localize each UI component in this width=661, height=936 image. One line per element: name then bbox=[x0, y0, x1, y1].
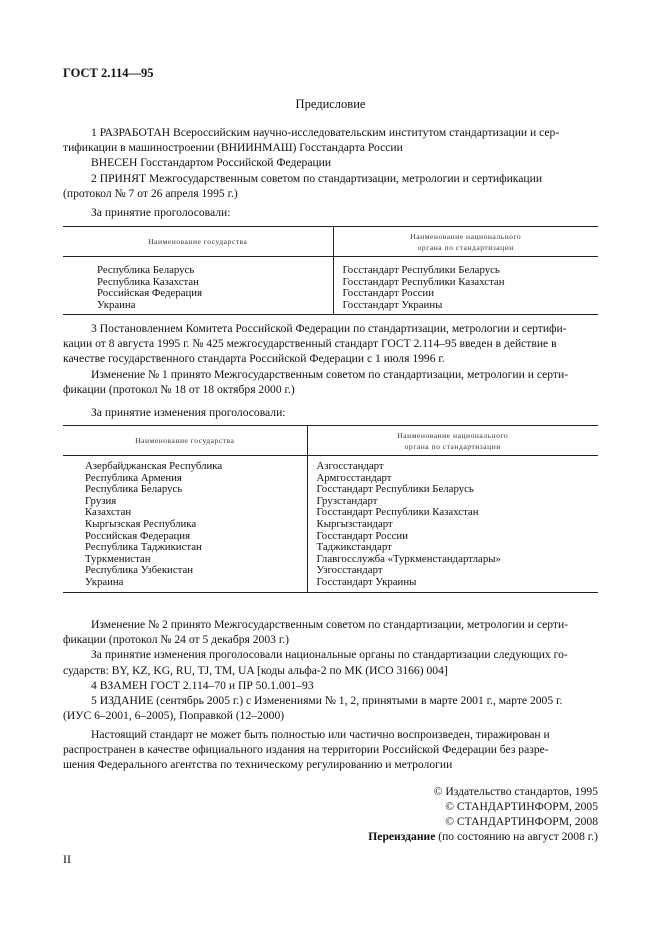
body-cell: Госстандарт Республики Казахстан bbox=[342, 275, 505, 288]
body-cell: Азгосстандарт bbox=[316, 460, 384, 472]
table-row bbox=[63, 577, 598, 592]
copyright-block bbox=[368, 784, 598, 844]
page-number: II bbox=[63, 852, 71, 866]
state-cell: Республика Беларусь bbox=[63, 265, 333, 277]
text-line: ВНЕСЕН Госстандартом Российской Федерации bbox=[91, 156, 332, 170]
vote-label-1: За принятие проголосовали: bbox=[91, 206, 231, 219]
reissue-line bbox=[368, 829, 598, 844]
state-cell: Украина bbox=[63, 300, 333, 315]
body-cell: Кыргызстандарт bbox=[316, 517, 393, 530]
table-header-body bbox=[307, 426, 598, 456]
table-row bbox=[63, 288, 598, 300]
table-header-body-line: органа по стандартизации bbox=[417, 242, 514, 252]
table-header-body-line: Наименование национального bbox=[410, 231, 522, 241]
state-cell: Республика Казахстан bbox=[63, 277, 333, 289]
table-header-state: Наименование государства bbox=[63, 426, 307, 456]
body-cell: Армгосстандарт bbox=[316, 471, 392, 484]
table-row bbox=[63, 300, 598, 315]
voting-table-1 bbox=[63, 226, 598, 315]
text-line: (протокол № 7 от 26 апреля 1995 г.) bbox=[63, 186, 238, 200]
text-line: 3 Постановлением Комитета Российской Федерации по стандартизации, метрологии и сертифи- bbox=[91, 322, 567, 335]
text-line: тификации в машиностроении (ВНИИНМАШ) Госстандарта России bbox=[63, 141, 403, 155]
body-cell: Таджикстандарт bbox=[316, 541, 392, 554]
state-cell: Грузия bbox=[63, 496, 307, 508]
state-cell: Российская Федерация bbox=[63, 531, 307, 543]
state-cell: Азербайджанская Республика bbox=[63, 461, 307, 473]
body-cell: Госстандарт России bbox=[316, 529, 408, 542]
state-cell: Казахстан bbox=[63, 507, 307, 519]
table-row bbox=[63, 542, 598, 554]
section-title: Предисловие bbox=[295, 97, 366, 111]
text-line: Изменение № 1 принято Межгосударственным советом по стандартизации, метрологии и серти- bbox=[91, 367, 569, 381]
body-cell: Главгосслужба «Туркменстандартлары» bbox=[316, 552, 501, 565]
body-cell: Госстандарт Республики Беларусь bbox=[342, 264, 500, 276]
state-cell: Туркменистан bbox=[63, 554, 307, 566]
copyright-line: © Издательство стандартов, 1995 bbox=[433, 785, 598, 798]
text-line: кации от 8 августа 1995 г. № 425 межгосударственный стандарт ГОСТ 2.114–95 введен в действие в bbox=[63, 337, 557, 351]
body-cell: Госстандарт Республики Беларусь bbox=[316, 483, 474, 496]
copyright-line: © СТАНДАРТИНФОРМ, 2008 bbox=[445, 815, 598, 828]
text-line: качестве государственного стандарта Российской Федерации с 1 июля 1996 г. bbox=[63, 352, 445, 366]
text-line: шения Федерального агентства по техническому регулированию и метрологии bbox=[63, 758, 453, 772]
text-line: 1 РАЗРАБОТАН Всероссийским научно-исследовательским институтом стандартизации и сер- bbox=[91, 126, 560, 139]
state-cell: Республика Армения bbox=[63, 473, 307, 485]
text-line: (ИУС 6–2001, 6–2005), Поправкой (12–2000) bbox=[63, 709, 285, 723]
text-line: За принятие изменения проголосовали национальные органы по стандартизации следующих го- bbox=[91, 648, 568, 662]
body-cell: Госстандарт Украины bbox=[307, 577, 598, 592]
table-row bbox=[63, 265, 598, 277]
text-line: 5 ИЗДАНИЕ (сентябрь 2005 г.) с Изменениями № 1, 2, принятыми в марте 2001 г., марте 2005 г. bbox=[91, 694, 563, 708]
copyright-line: © СТАНДАРТИНФОРМ, 2005 bbox=[445, 800, 598, 813]
table-row bbox=[63, 519, 598, 531]
text-line: Изменение № 2 принято Межгосударственным советом по стандартизации, метрологии и серти- bbox=[91, 618, 569, 631]
paragraph-amendments bbox=[63, 617, 597, 723]
text-line: 4 ВЗАМЕН ГОСТ 2.114–70 и ПР 50.1.001–93 bbox=[91, 678, 314, 692]
reissue-label: Переиздание bbox=[368, 830, 436, 843]
body-cell: Узгосстандарт bbox=[316, 564, 383, 577]
table-header-body-line: органа по стандартизации bbox=[404, 441, 501, 451]
state-cell: Республика Таджикистан bbox=[63, 542, 307, 554]
text-line: распространен в качестве официального издания на территории Российской Федерации без разре- bbox=[63, 743, 549, 757]
text-line: 2 ПРИНЯТ Межгосударственным советом по стандартизации, метрологии и сертификации bbox=[91, 171, 543, 185]
body-cell: Госстандарт Украины bbox=[333, 300, 598, 315]
paragraph-enactment bbox=[63, 321, 597, 397]
reissue-date: (по состоянию на август 2008 г.) bbox=[435, 830, 598, 843]
text-line: сударств: BY, KZ, KG, RU, TJ, TM, UA [коды альфа-2 по МК (ИСО 3166) 004] bbox=[63, 663, 448, 677]
state-cell: Республика Узбекистан bbox=[63, 565, 307, 577]
paragraph-reproduction-notice bbox=[63, 727, 597, 773]
table-header-body bbox=[333, 227, 598, 257]
vote-label-2: За принятие изменения проголосовали: bbox=[91, 406, 286, 419]
paragraph-developed-by bbox=[63, 125, 597, 201]
document-id: ГОСТ 2.114—95 bbox=[63, 66, 154, 80]
state-cell: Украина bbox=[63, 577, 307, 592]
table-row bbox=[63, 461, 598, 473]
text-line: фикации (протокол № 24 от 5 декабря 2003 г.) bbox=[63, 633, 290, 647]
state-cell: Российская Федерация bbox=[63, 288, 333, 300]
table-header-body-line: Наименование национального bbox=[397, 430, 509, 440]
body-cell: Грузстандарт bbox=[316, 494, 378, 507]
text-line: фикации (протокол № 18 от 18 октября 2000 г.) bbox=[63, 382, 295, 396]
text-line: Настоящий стандарт не может быть полностью или частично воспроизведен, тиражирован и bbox=[91, 728, 550, 741]
table-header-state: Наименование государства bbox=[63, 227, 333, 257]
body-cell: Госстандарт России bbox=[342, 287, 434, 300]
body-cell: Госстандарт Республики Казахстан bbox=[316, 506, 479, 519]
state-cell: Кыргызская Республика bbox=[63, 519, 307, 531]
voting-table-2 bbox=[63, 425, 598, 593]
state-cell: Республика Беларусь bbox=[63, 484, 307, 496]
